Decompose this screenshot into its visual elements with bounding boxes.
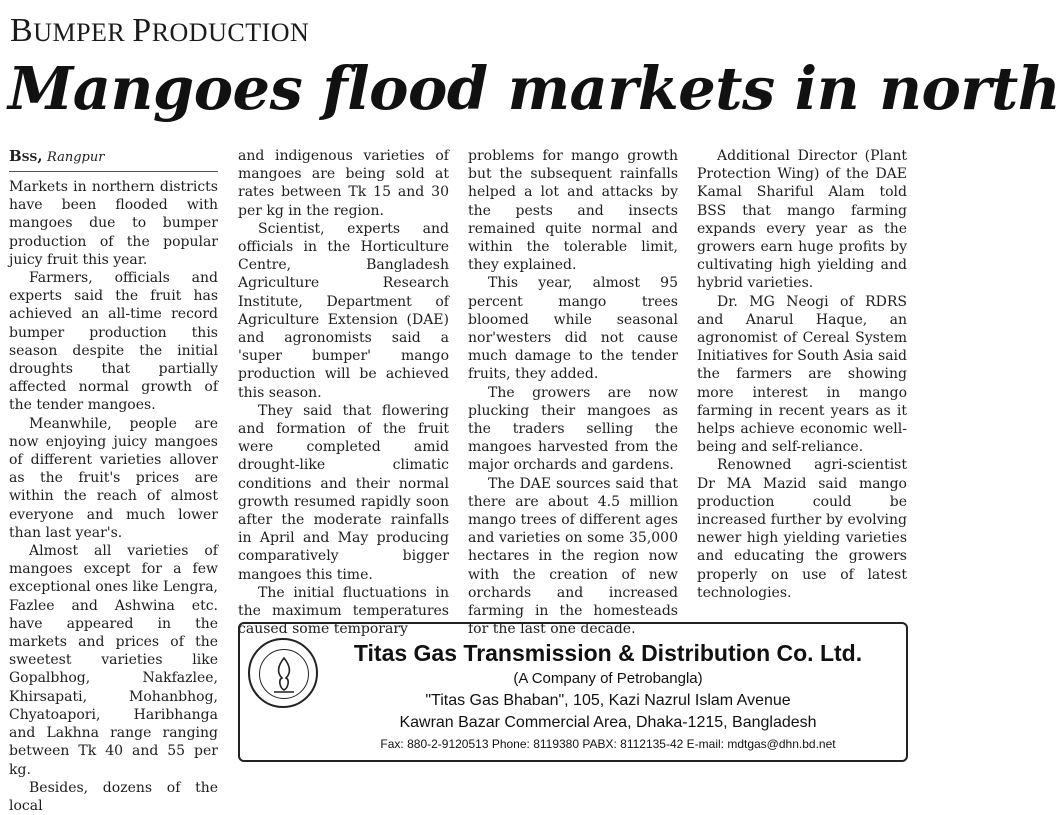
byline <box>9 147 218 172</box>
kicker-part: P <box>132 12 152 49</box>
seal-inner-ring <box>259 649 309 699</box>
headline: Mangoes flood markets in north <box>8 54 1060 123</box>
byline-place: Rangpur <box>47 150 105 165</box>
advertisement-box <box>238 622 908 762</box>
kicker-part: B <box>10 12 34 49</box>
kicker-part: UMPER <box>33 18 133 47</box>
paragraph: This year, almost 95 percent mango trees bloomed while seasonal nor'westers did not cause much damage to the tender fruits, they added. <box>468 275 678 383</box>
paragraph: Meanwhile, people are now enjoying juicy mangoes of different varieties allover as the fruit's prices are within the reach of almost everyone and much lower than last year's. <box>9 415 218 541</box>
paragraph: Besides, dozens of the local <box>9 779 218 814</box>
article-column-1 <box>9 147 218 815</box>
flame-icon <box>260 650 308 698</box>
section-kicker <box>10 12 309 50</box>
paragraph: The initial fluctuations in the maximum temperatures caused some temporary <box>238 584 449 638</box>
paragraph: problems for mango growth but the subsequent rainfalls helped a lot and attacks by the pests and insects remained quite normal and within the tolerable limit, they explained. <box>468 148 678 274</box>
byline-agency: Bss, <box>9 147 43 165</box>
ad-address-line-1: "Titas Gas Bhaban", 105, Kazi Nazrul Islam Avenue <box>425 692 791 709</box>
paragraph: Farmers, officials and experts said the fruit has achieved an all-time record bumper production this season despite the initial droughts that partially affected normal growth of the tender mangoes. <box>9 270 218 414</box>
paragraph: Markets in northern districts have been flooded with mangoes due to bumper production of the popular juicy fruit this year. <box>9 179 218 268</box>
paragraph: Dr. MG Neogi of RDRS and Anarul Haque, an agronomist of Cereal System Initiatives for South Asia said the farmers are showing more interest in mango farming in recent years as it helps achieve economic well-being and self-reliance. <box>697 293 907 456</box>
paragraph: Additional Director (Plant Protection Wing) of the DAE Kamal Shariful Alam told BSS that mango farming expands every year as the growers earn huge profits by cultivating high yielding and hybrid varieties. <box>697 148 907 292</box>
ad-company-name: Titas Gas Transmission & Distribution Co. Ltd. <box>353 640 863 666</box>
kicker-part: RODUCTION <box>151 18 310 47</box>
article-column-3 <box>468 147 678 638</box>
article-column-2 <box>238 147 449 638</box>
ad-subtitle: (A Company of Petrobangla) <box>513 670 703 687</box>
company-seal-icon <box>248 638 318 708</box>
article-column-4 <box>697 147 907 602</box>
paragraph: Scientist, experts and officials in the Horticulture Centre, Bangladesh Agriculture Research Institute, Department of Agriculture Extension (DAE) and agronomists said a 'super bumper' mango production will be achieved this season. <box>238 220 449 401</box>
paragraph: The DAE sources said that there are about 4.5 million mango trees of different ages and varieties on some 35,000 hectares in the region now with the creation of new orchards and increased farming in the homesteads for the last one decade. <box>468 475 678 638</box>
paragraph: They said that flowering and formation of the fruit were completed amid drought-like climatic conditions and their normal growth resumed rapidly soon after the moderate rainfalls in April and May producing comparatively bigger mangoes this time. <box>238 402 449 583</box>
ad-address-line-2: Kawran Bazar Commercial Area, Dhaka-1215, Bangladesh <box>399 714 817 731</box>
paragraph: The growers are now plucking their mangoes as the traders selling the mangoes harvested from the major orchards and gardens. <box>468 384 678 474</box>
paragraph: Renowned agri-scientist Dr MA Mazid said mango production could be increased further by evolving newer high yielding varieties and educating the growers properly on use of latest technologies. <box>697 457 907 601</box>
paragraph: and indigenous varieties of mangoes are being sold at rates between Tk 15 and 30 per kg in the region. <box>238 148 449 219</box>
paragraph: Almost all varieties of mangoes except for a few exceptional ones like Lengra, Fazlee and Ashwina etc. have appeared in the markets and prices of the sweetest varieties like Gopalbhog, Nakfazlee, Khirsapati, Mohanbhog, Chyatoapori, Haribhanga and Lakhna range ranging between Tk 40 and 55 per kg. <box>9 543 218 778</box>
ad-contact-line: Fax: 880-2-9120513 Phone: 8119380 PABX: 8112135-42 E-mail: mdtgas@dhn.bd.net <box>380 737 836 751</box>
